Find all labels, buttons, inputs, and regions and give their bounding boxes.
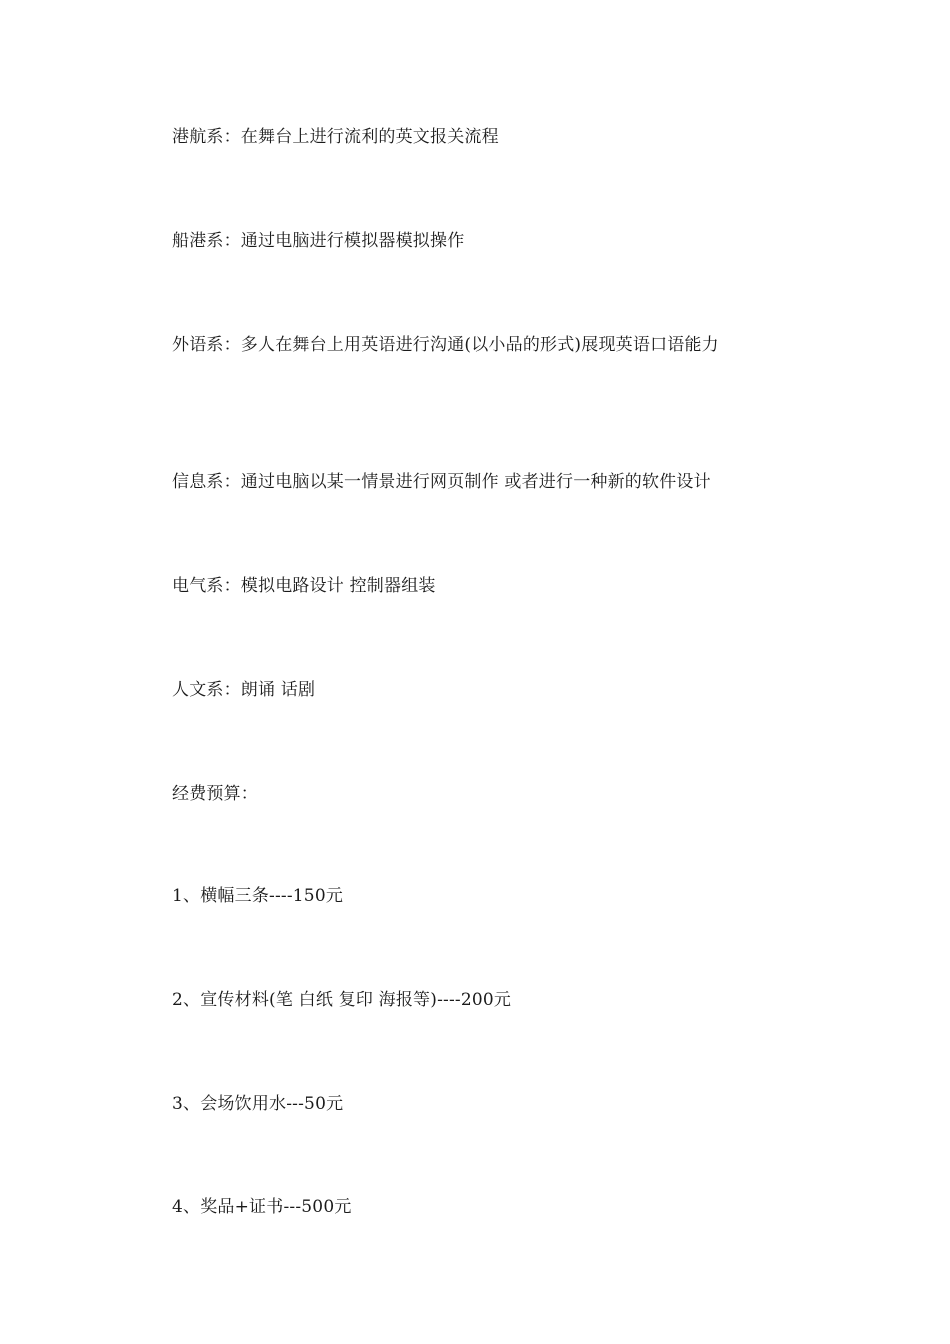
budget-heading: 经费预算： [172, 784, 258, 804]
department-foreign-language: 外语系：多人在舞台上用英语进行沟通(以小品的形式)展现英语口语能力 [172, 335, 719, 355]
department-ship-port: 船港系：通过电脑进行模拟器模拟操作 [172, 231, 465, 251]
department-humanities: 人文系：朗诵 话剧 [172, 680, 316, 700]
budget-item-banners: 1、横幅三条----150元 [172, 886, 344, 906]
budget-item-promo-materials: 2、宣传材料(笔 白纸 复印 海报等)----200元 [172, 990, 512, 1010]
budget-item-drinking-water: 3、会场饮用水---50元 [172, 1094, 344, 1114]
department-harbor-navigation: 港航系：在舞台上进行流利的英文报关流程 [172, 127, 499, 147]
department-information: 信息系：通过电脑以某一情景进行网页制作 或者进行一种新的软件设计 [172, 472, 711, 492]
department-electrical: 电气系：模拟电路设计 控制器组装 [172, 576, 436, 596]
budget-item-prizes-certificates: 4、奖品+证书---500元 [172, 1197, 352, 1217]
